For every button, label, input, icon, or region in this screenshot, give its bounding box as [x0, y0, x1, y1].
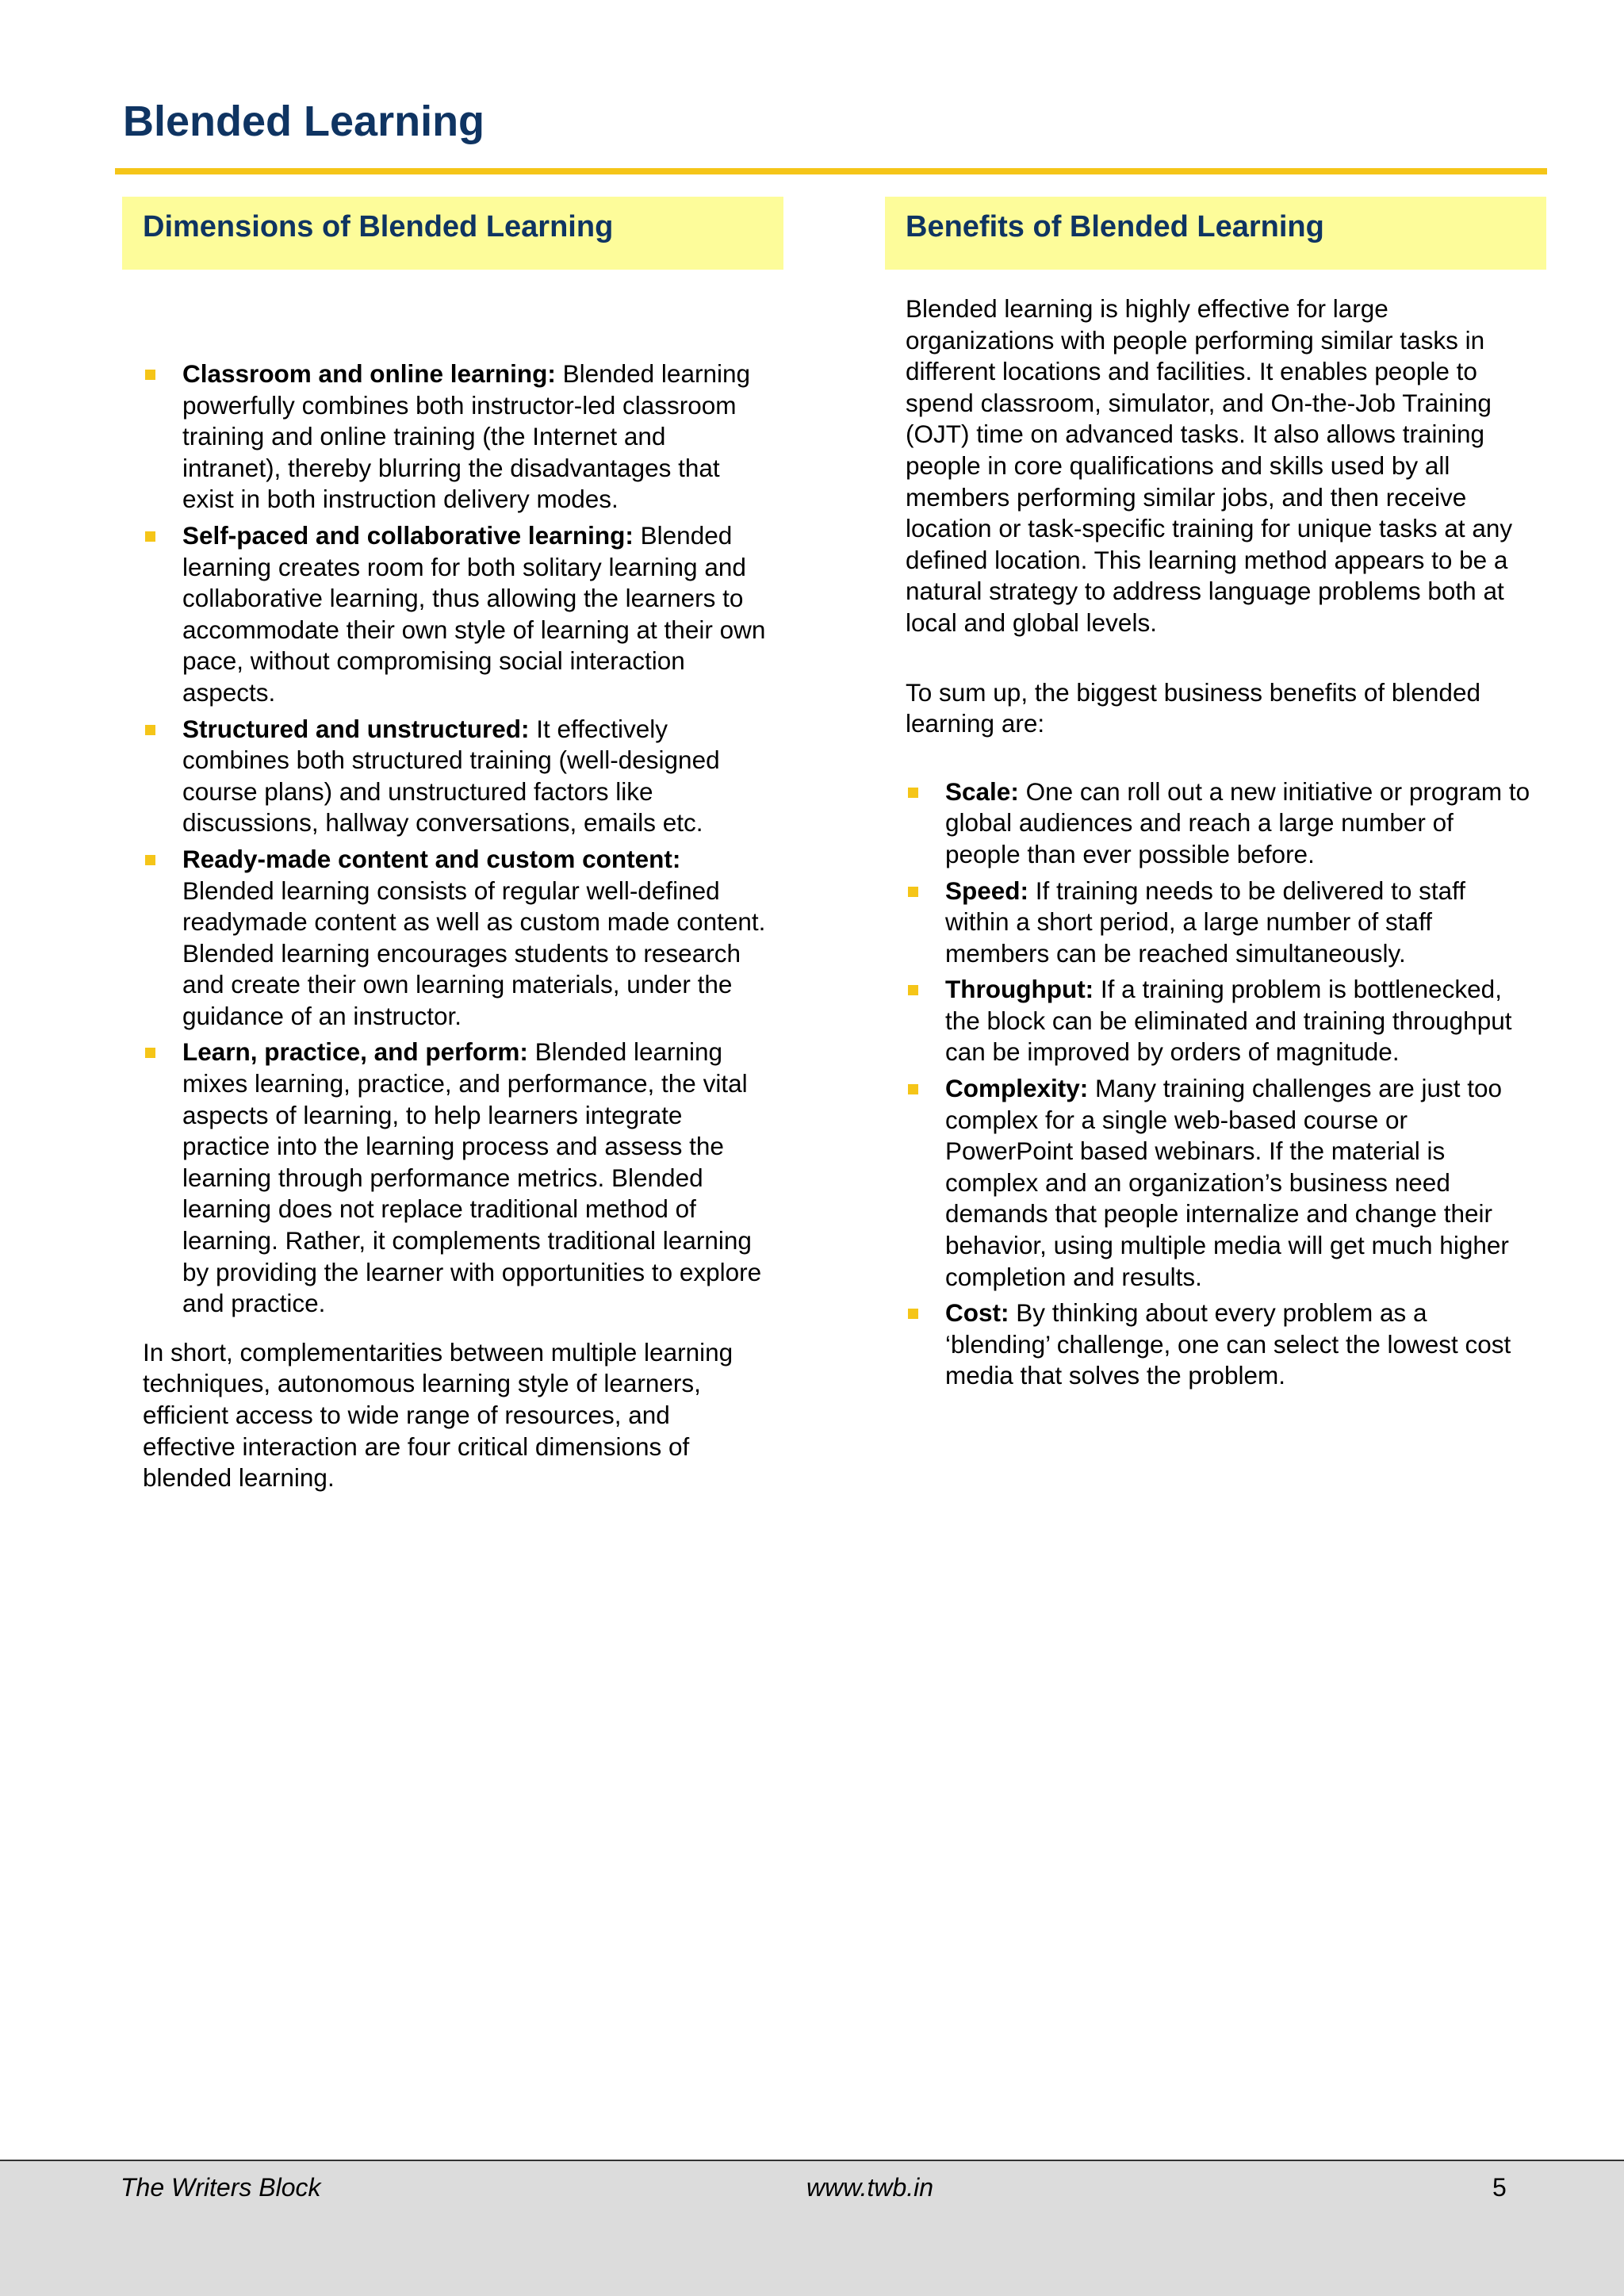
list-item [143, 844, 769, 1033]
item-term: Complexity: [945, 1074, 1089, 1103]
page-footer [0, 2160, 1624, 2296]
bullet-square-icon [908, 985, 918, 995]
bullet-square-icon [145, 725, 155, 735]
list-item [143, 714, 769, 839]
benefits-lead: To sum up, the biggest business benefits of blended learning are: [906, 677, 1480, 738]
item-text: Blended learning consists of regular well-defined readymade content as well as custom made content. Blended learning encourages students to research and create their own learning materials, under the guidance of an instructor. [182, 876, 766, 1030]
item-term: Structured and unstructured: [182, 714, 530, 743]
item-text: Many training challenges are just too complex for a single web-based course or PowerPoint based webinars. If the material is complex and an organization’s business need demands that people internalize and change their behavior, using multiple media will get much higher completion and results. [945, 1074, 1509, 1291]
footer-website-link[interactable]: www.twb.in [806, 2173, 934, 2202]
footer-publisher: The Writers Block [121, 2173, 321, 2202]
item-term: Cost: [945, 1298, 1009, 1328]
item-term: Speed: [945, 876, 1029, 905]
bullet-square-icon [145, 855, 155, 865]
item-term: Ready-made content and custom content: [182, 844, 681, 873]
list-item [143, 1037, 769, 1319]
bullet-square-icon [908, 887, 918, 897]
benefits-heading: Benefits of Blended Learning [885, 197, 1546, 270]
bullet-square-icon [145, 1048, 155, 1058]
page-title: Blended Learning [123, 98, 485, 145]
item-term: Learn, practice, and perform: [182, 1037, 528, 1067]
bullet-square-icon [908, 1084, 918, 1094]
dimensions-list [143, 270, 769, 1499]
item-term: Self-paced and collaborative learning: [182, 520, 634, 550]
list-item [906, 1073, 1532, 1293]
benefits-list [906, 776, 1532, 1392]
item-text: By thinking about every problem as a ‘blending’ challenge, one can select the lowest cost media that solves the problem. [945, 1298, 1511, 1390]
benefits-column [885, 197, 1546, 1397]
dimensions-content [122, 270, 783, 1493]
item-text: If a training problem is bottlenecked, the block can be eliminated and training throughput can be improved by orders of magnitude. [945, 975, 1512, 1067]
bullet-square-icon [145, 370, 155, 380]
list-item [143, 358, 769, 516]
list-item [906, 974, 1532, 1068]
summary-wrapper [143, 1337, 769, 1494]
item-text: Blended learning creates room for both solitary learning and collaborative learning, thus allowing the learners to accommodate their own style of learning at their own pace, without compromising social interaction aspects. [182, 520, 766, 707]
benefits-intro: Blended learning is highly effective for large organizations with people performing similar tasks in different locations and facilities. It enables people to spend classroom, simulator, and On-the-Job Training (OJT) time on advanced tasks. It also allows training people in core qualifications and skills used by all members performing similar jobs, and then receive location or task-specific training for unique tasks at any defined location. This learning method appears to be a natural strategy to address language problems both at local and global levels. [906, 294, 1513, 637]
item-term: Scale: [945, 776, 1019, 806]
item-text: One can roll out a new initiative or program to global audiences and reach a large number of people than ever possible before. [945, 776, 1530, 868]
item-text: It effectively combines both structured training (well-designed course plans) and unstructured factors like discussions, hallway conversations, emails etc. [182, 714, 720, 838]
item-text: Blended learning mixes learning, practice, and performance, the vital aspects of learning, to help learners integrate practice into the learning process and assess the learning through performance metrics. Blended learning does not replace traditional method of learning. Rather, it complements traditional learning by providing the learner with opportunities to explore and practice. [182, 1037, 762, 1318]
item-term: Classroom and online learning: [182, 359, 556, 388]
list-item [143, 520, 769, 709]
footer-page-number: 5 [1492, 2173, 1507, 2202]
dimensions-heading: Dimensions of Blended Learning [122, 197, 783, 270]
title-rule [115, 168, 1547, 174]
item-term: Throughput: [945, 975, 1094, 1004]
bullet-square-icon [908, 788, 918, 798]
benefits-content [885, 270, 1546, 1392]
list-item [906, 876, 1532, 970]
bullet-square-icon [908, 1309, 918, 1319]
bullet-square-icon [145, 531, 155, 542]
dimensions-summary: In short, complementarities between multiple learning techniques, autonomous learning style of learners, efficient access to wide range of resources, and effective interaction are four critical dimensions of blended learning. [143, 1337, 733, 1493]
list-item [906, 776, 1532, 871]
dimensions-column [122, 197, 783, 1493]
item-text: Blended learning powerfully combines both instructor-led classroom training and online training (the Internet and intranet), thereby blurring the disadvantages that exist in both instruction delivery modes. [182, 359, 751, 514]
list-item [906, 1297, 1532, 1392]
item-text: If training needs to be delivered to staff within a short period, a large number of staff members can be reached simultaneously. [945, 876, 1466, 968]
